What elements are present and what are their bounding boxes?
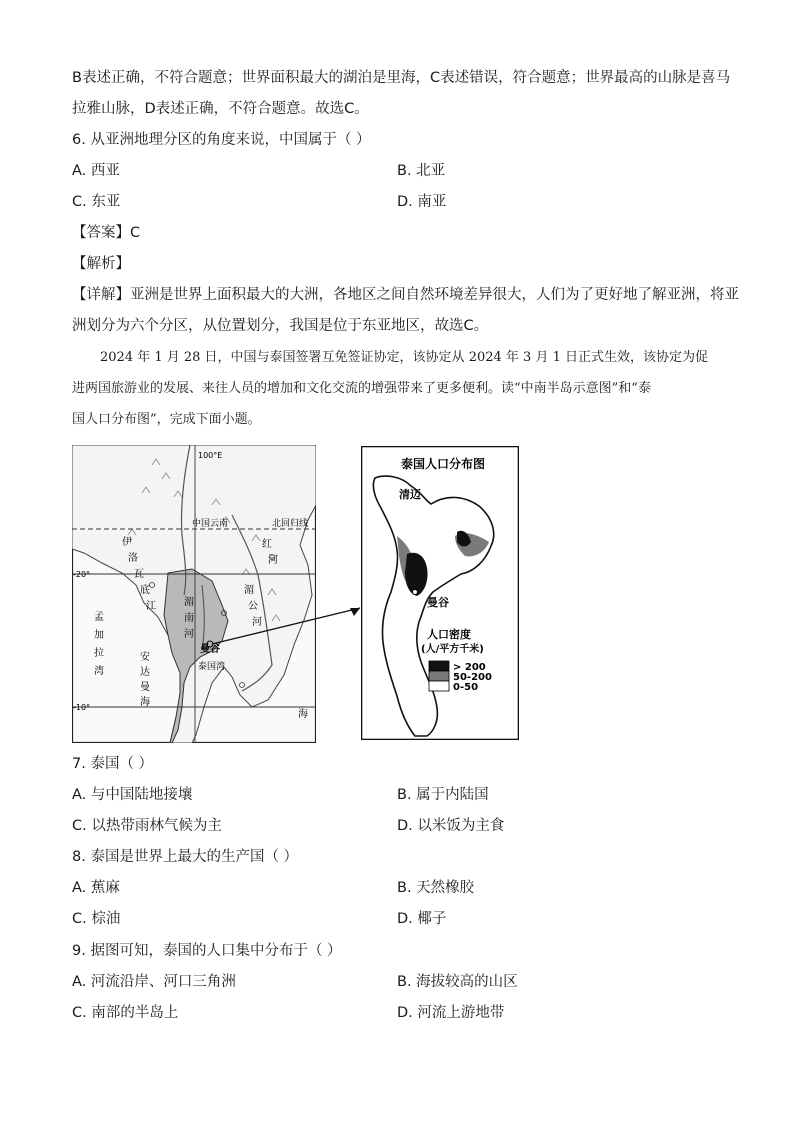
label-bangkok: 曼谷: [200, 644, 220, 655]
river-char-1: 伊: [122, 537, 132, 548]
legend-unit: (人/平方千米): [421, 644, 484, 655]
bay-char-4: 湾: [94, 666, 104, 677]
population-map-title: 泰国人口分布图: [401, 457, 486, 471]
q6-option-b: B. 北亚: [397, 163, 446, 179]
q6-option-a: A. 西亚: [72, 163, 120, 179]
q9-option-d: D. 河流上游地带: [397, 1005, 505, 1021]
bangkok-marker: [413, 590, 418, 595]
q7-option-a: A. 与中国陆地接壤: [72, 787, 193, 803]
q6-answer: 【答案】C: [72, 225, 141, 241]
thailand-population-map: [361, 446, 519, 740]
river-char-3: 瓦: [134, 569, 144, 580]
indochina-map: [72, 445, 316, 743]
label-tropic: 北回归线: [272, 519, 309, 529]
passage-line2: 进两国旅游业的发展、来往人员的增加和文化交流的增强带来了更多便利。读“中南半岛示意图”和“泰: [72, 381, 651, 396]
q8-option-c: C. 棕油: [72, 911, 121, 927]
q9-stem: 9. 据图可知，泰国的人口集中分布于（ ）: [72, 943, 342, 959]
andaman-char-3: 曼: [140, 682, 150, 693]
q7-stem: 7. 泰国（ ）: [72, 756, 154, 772]
passage-line1: 2024 年 1 月 28 日，中国与泰国签署互免签证协定，该协定从 2024 年 3 月 1 日正式生效，该协定为促: [100, 350, 708, 365]
q9-option-b: B. 海拔较高的山区: [397, 974, 518, 990]
legend-swatch-low: [429, 681, 449, 691]
bay-char-3: 拉: [94, 648, 104, 659]
river-char-4: 底: [140, 585, 150, 596]
q7-option-c: C. 以热带雨林气候为主: [72, 818, 222, 834]
q9-option-c: C. 南部的半岛上: [72, 1005, 179, 1021]
bay-char-2: 加: [94, 630, 104, 641]
passage-line3: 国人口分布图”，完成下面小题。: [72, 412, 261, 427]
q9-option-a: A. 河流沿岸、河口三角洲: [72, 974, 236, 990]
q6-analysis-label: 【解析】: [72, 256, 130, 272]
label-bangkok: 曼谷: [427, 596, 449, 609]
mekong-char-3: 河: [252, 617, 262, 628]
q8-option-a: A. 蕉麻: [72, 880, 120, 896]
q6-detail-line2: 洲划分为六个分区，从位置划分，我国是位于东亚地区，故选C。: [72, 318, 489, 334]
connector-arrow: [210, 600, 370, 650]
chao-char-3: 河: [184, 629, 194, 640]
chao-char-2: 南: [184, 613, 194, 624]
legend-swatch-medium: [429, 671, 449, 681]
red-river-char-2: 河: [268, 555, 278, 566]
legend-swatch-high: [429, 661, 449, 671]
label-yunnan: 中国云南: [192, 519, 229, 529]
q8-stem: 8. 泰国是世界上最大的生产国（ ）: [72, 849, 299, 865]
legend-label-high: > 200: [453, 662, 486, 673]
q5-explanation-line2: 拉雅山脉，D表述正确，不符合题意。故选C。: [72, 101, 369, 117]
chao-char-1: 湄: [184, 597, 194, 608]
q8-option-d: D. 椰子: [397, 911, 447, 927]
label-lat20: -20°: [73, 570, 91, 579]
andaman-char-1: 安: [140, 652, 150, 663]
river-char-5: 江: [146, 601, 156, 612]
andaman-char-2: 达: [140, 667, 150, 678]
legend-title: 人口密度: [427, 628, 471, 641]
river-char-2: 洛: [128, 553, 138, 564]
legend-label-medium: 50-200: [453, 672, 492, 683]
q7-option-d: D. 以米饭为主食: [397, 818, 505, 834]
mekong-char-2: 公: [248, 601, 258, 612]
legend-label-low: 0-50: [453, 682, 479, 693]
label-100e: 100°E: [198, 451, 223, 460]
mekong-char-1: 湄: [244, 585, 254, 596]
label-chiangmai: 清迈: [399, 488, 421, 501]
q7-option-b: B. 属于内陆国: [397, 787, 489, 803]
red-river-char-1: 红: [262, 539, 272, 550]
andaman-char-4: 海: [140, 697, 150, 708]
q6-detail-line1: 【详解】亚洲是世界上面积最大的大洲，各地区之间自然环境差异很大，人们为了更好地了解亚洲，将亚: [72, 287, 739, 303]
q8-option-b: B. 天然橡胶: [397, 880, 475, 896]
label-lat10: -10°: [73, 703, 91, 712]
label-gulf-thailand: 泰国湾: [198, 662, 226, 672]
q6-stem: 6. 从亚洲地理分区的角度来说，中国属于（ ）: [72, 132, 371, 148]
sea-char: 海: [298, 709, 308, 720]
q6-option-d: D. 南亚: [397, 194, 447, 210]
q6-option-c: C. 东亚: [72, 194, 121, 210]
q5-explanation-line1: B表述正确，不符合题意；世界面积最大的湖泊是里海，C表述错误，符合题意；世界最高的山脉是喜马: [72, 70, 731, 86]
bay-char-1: 孟: [94, 612, 104, 623]
